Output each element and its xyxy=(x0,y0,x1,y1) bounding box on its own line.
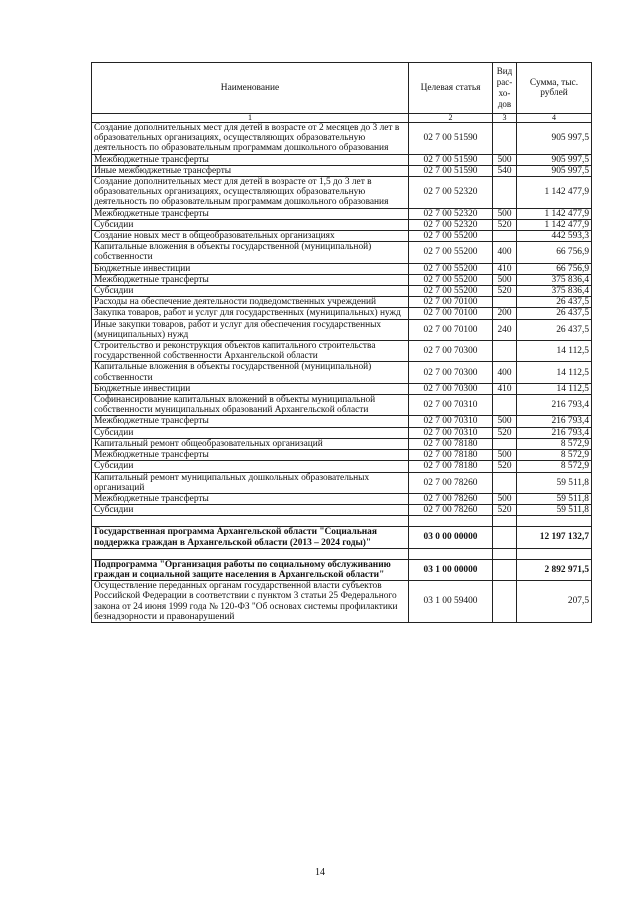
row-name: Софинансирование капитальных вложений в объекты муниципальной собственности муниципальных образований Архангельской области xyxy=(92,395,409,416)
row-sum: 216 793,4 xyxy=(517,416,592,427)
row-vid: 410 xyxy=(493,383,517,394)
row-code: 02 7 00 70300 xyxy=(409,362,493,383)
row-sum: 14 112,5 xyxy=(517,383,592,394)
row-code: 02 7 00 70310 xyxy=(409,427,493,438)
table-row xyxy=(92,505,592,516)
row-name: Межбюджетные трансферты xyxy=(92,274,409,285)
row-sum: 59 511,8 xyxy=(517,493,592,504)
row-vid: 400 xyxy=(493,242,517,263)
row-sum: 66 756,9 xyxy=(517,242,592,263)
row-name: Межбюджетные трансферты xyxy=(92,493,409,504)
row-name: Межбюджетные трансферты xyxy=(92,450,409,461)
column-number: 1 xyxy=(92,114,409,123)
row-sum: 207,5 xyxy=(517,581,592,623)
row-code: 02 7 00 55200 xyxy=(409,263,493,274)
row-name: Межбюджетные трансферты xyxy=(92,208,409,219)
row-sum: 14 112,5 xyxy=(517,341,592,362)
table-body xyxy=(92,123,592,623)
row-code: 02 7 00 70100 xyxy=(409,319,493,340)
row-vid xyxy=(493,231,517,242)
row-name: Межбюджетные трансферты xyxy=(92,416,409,427)
row-vid xyxy=(493,341,517,362)
table-row xyxy=(92,395,592,416)
row-name: Создание дополнительных мест для детей в возрасте от 1,5 до 3 лет в образовательных организациях, осуществляющих образовательную деятельность по образовательным программам дошкольного образования xyxy=(92,177,409,209)
table-row xyxy=(92,219,592,230)
table-row xyxy=(92,308,592,319)
row-name: Иные закупки товаров, работ и услуг для обеспечения государственных (муниципальных) нужд xyxy=(92,319,409,340)
spacer-cell xyxy=(92,548,409,559)
row-vid: 540 xyxy=(493,165,517,176)
row-vid xyxy=(493,527,517,548)
row-vid xyxy=(493,123,517,155)
budget-table xyxy=(91,62,592,623)
column-number: 2 xyxy=(409,114,493,123)
spacer-cell xyxy=(517,516,592,527)
row-vid: 200 xyxy=(493,308,517,319)
row-name: Подпрограмма "Организация работы по социальному обслуживанию граждан и социальной защите населения в Архангельской области" xyxy=(92,559,409,580)
row-code: 02 7 00 52320 xyxy=(409,177,493,209)
table-row xyxy=(92,362,592,383)
row-sum: 1 142 477,9 xyxy=(517,219,592,230)
spacer-cell xyxy=(517,548,592,559)
row-code: 02 7 00 78260 xyxy=(409,493,493,504)
header-sum: Сумма, тыс. рублей xyxy=(517,63,592,114)
row-code: 02 7 00 78260 xyxy=(409,505,493,516)
table-row xyxy=(92,286,592,297)
row-code: 02 7 00 52320 xyxy=(409,208,493,219)
row-sum: 375 836,4 xyxy=(517,286,592,297)
row-name: Субсидии xyxy=(92,461,409,472)
column-number: 4 xyxy=(517,114,592,123)
row-sum: 14 112,5 xyxy=(517,362,592,383)
spacer-row xyxy=(92,548,592,559)
row-code: 02 7 00 78180 xyxy=(409,450,493,461)
row-name: Капитальные вложения в объекты государственной (муниципальной) собственности xyxy=(92,362,409,383)
row-name: Субсидии xyxy=(92,219,409,230)
table-row xyxy=(92,177,592,209)
row-name: Субсидии xyxy=(92,505,409,516)
row-sum: 375 836,4 xyxy=(517,274,592,285)
row-sum: 216 793,4 xyxy=(517,395,592,416)
row-code: 02 7 00 70300 xyxy=(409,383,493,394)
row-code: 02 7 00 78180 xyxy=(409,461,493,472)
row-name: Иные межбюджетные трансферты xyxy=(92,165,409,176)
row-vid xyxy=(493,472,517,493)
table-row xyxy=(92,427,592,438)
row-code: 02 7 00 55200 xyxy=(409,286,493,297)
table-row xyxy=(92,383,592,394)
row-sum: 1 142 477,9 xyxy=(517,208,592,219)
table-row xyxy=(92,438,592,449)
row-vid xyxy=(493,438,517,449)
row-code: 03 1 00 00000 xyxy=(409,559,493,580)
row-code: 03 0 00 00000 xyxy=(409,527,493,548)
row-sum: 8 572,9 xyxy=(517,450,592,461)
row-sum: 66 756,9 xyxy=(517,263,592,274)
row-name: Создание дополнительных мест для детей в возрасте от 2 месяцев до 3 лет в образовательных организациях, осуществляющих образовательную деятельность по образовательным программам дошкольного образования xyxy=(92,123,409,155)
row-name: Закупка товаров, работ и услуг для государственных (муниципальных) нужд xyxy=(92,308,409,319)
row-code: 02 7 00 70300 xyxy=(409,341,493,362)
row-code: 02 7 00 55200 xyxy=(409,274,493,285)
table-row xyxy=(92,472,592,493)
row-vid: 520 xyxy=(493,219,517,230)
row-name: Субсидии xyxy=(92,427,409,438)
spacer-cell xyxy=(92,516,409,527)
row-vid: 500 xyxy=(493,274,517,285)
row-name: Капитальные вложения в объекты государственной (муниципальной) собственности xyxy=(92,242,409,263)
table-row xyxy=(92,527,592,548)
spacer-cell xyxy=(493,548,517,559)
spacer-cell xyxy=(409,548,493,559)
row-sum: 26 437,5 xyxy=(517,319,592,340)
row-vid: 500 xyxy=(493,208,517,219)
row-vid xyxy=(493,177,517,209)
header-vid: Вид рас- хо- дов xyxy=(493,63,517,114)
row-code: 02 7 00 70310 xyxy=(409,395,493,416)
row-vid: 500 xyxy=(493,154,517,165)
row-code: 02 7 00 78260 xyxy=(409,472,493,493)
table-row xyxy=(92,581,592,623)
row-name: Бюджетные инвестиции xyxy=(92,383,409,394)
page-number: 14 xyxy=(315,867,325,878)
row-name: Субсидии xyxy=(92,286,409,297)
row-code: 02 7 00 70100 xyxy=(409,308,493,319)
row-vid xyxy=(493,297,517,308)
row-code: 02 7 00 78180 xyxy=(409,438,493,449)
row-vid xyxy=(493,581,517,623)
row-code: 03 1 00 59400 xyxy=(409,581,493,623)
table-row xyxy=(92,165,592,176)
spacer-cell xyxy=(493,516,517,527)
spacer-row xyxy=(92,516,592,527)
spacer-cell xyxy=(409,516,493,527)
row-name: Государственная программа Архангельской области "Социальная поддержка граждан в Архангельской области (2013 – 2024 годы)" xyxy=(92,527,409,548)
header-name: Наименование xyxy=(92,63,409,114)
column-numbers-row xyxy=(92,114,592,123)
row-code: 02 7 00 70310 xyxy=(409,416,493,427)
row-code: 02 7 00 51590 xyxy=(409,154,493,165)
row-name: Расходы на обеспечение деятельности подведомственных учреждений xyxy=(92,297,409,308)
table-row xyxy=(92,341,592,362)
row-sum: 905 997,5 xyxy=(517,154,592,165)
row-vid: 520 xyxy=(493,286,517,297)
table-header-row xyxy=(92,63,592,114)
row-name: Межбюджетные трансферты xyxy=(92,154,409,165)
row-vid: 500 xyxy=(493,493,517,504)
row-vid: 520 xyxy=(493,505,517,516)
table-row xyxy=(92,208,592,219)
row-vid xyxy=(493,559,517,580)
table-row xyxy=(92,461,592,472)
row-sum: 442 593,3 xyxy=(517,231,592,242)
header-code: Целевая статья xyxy=(409,63,493,114)
row-vid: 500 xyxy=(493,416,517,427)
row-name: Бюджетные инвестиции xyxy=(92,263,409,274)
row-sum: 905 997,5 xyxy=(517,165,592,176)
row-vid: 400 xyxy=(493,362,517,383)
row-sum: 8 572,9 xyxy=(517,461,592,472)
row-name: Капитальный ремонт общеобразовательных организаций xyxy=(92,438,409,449)
row-name: Строительство и реконструкция объектов капитального строительства государственной собственности Архангельской области xyxy=(92,341,409,362)
table-row xyxy=(92,416,592,427)
table-row xyxy=(92,319,592,340)
column-number: 3 xyxy=(493,114,517,123)
row-sum: 59 511,8 xyxy=(517,472,592,493)
row-sum: 59 511,8 xyxy=(517,505,592,516)
table-row xyxy=(92,297,592,308)
row-vid: 520 xyxy=(493,427,517,438)
row-vid: 500 xyxy=(493,450,517,461)
table-row xyxy=(92,450,592,461)
row-code: 02 7 00 52320 xyxy=(409,219,493,230)
row-code: 02 7 00 55200 xyxy=(409,242,493,263)
table-row xyxy=(92,123,592,155)
table-row xyxy=(92,154,592,165)
row-code: 02 7 00 70100 xyxy=(409,297,493,308)
table-row xyxy=(92,263,592,274)
row-name: Капитальный ремонт муниципальных дошкольных образовательных организаций xyxy=(92,472,409,493)
table-row xyxy=(92,242,592,263)
row-code: 02 7 00 51590 xyxy=(409,165,493,176)
row-sum: 905 997,5 xyxy=(517,123,592,155)
row-code: 02 7 00 55200 xyxy=(409,231,493,242)
table-row xyxy=(92,493,592,504)
row-vid: 410 xyxy=(493,263,517,274)
row-vid xyxy=(493,395,517,416)
row-sum: 12 197 132,7 xyxy=(517,527,592,548)
row-sum: 26 437,5 xyxy=(517,308,592,319)
row-sum: 8 572,9 xyxy=(517,438,592,449)
row-sum: 2 892 971,5 xyxy=(517,559,592,580)
document-page xyxy=(91,62,591,623)
row-sum: 26 437,5 xyxy=(517,297,592,308)
table-row xyxy=(92,274,592,285)
row-code: 02 7 00 51590 xyxy=(409,123,493,155)
row-sum: 1 142 477,9 xyxy=(517,177,592,209)
row-sum: 216 793,4 xyxy=(517,427,592,438)
row-vid: 240 xyxy=(493,319,517,340)
row-vid: 520 xyxy=(493,461,517,472)
table-row xyxy=(92,231,592,242)
table-row xyxy=(92,559,592,580)
row-name: Осуществление переданных органам государственной власти субъектов Российской Федерации в соответствии с пунктом 3 статьи 25 Федерального закона от 24 июня 1999 года № 120-ФЗ "Об основах системы профилактики безнадзорности и правонарушений xyxy=(92,581,409,623)
row-name: Создание новых мест в общеобразовательных организациях xyxy=(92,231,409,242)
